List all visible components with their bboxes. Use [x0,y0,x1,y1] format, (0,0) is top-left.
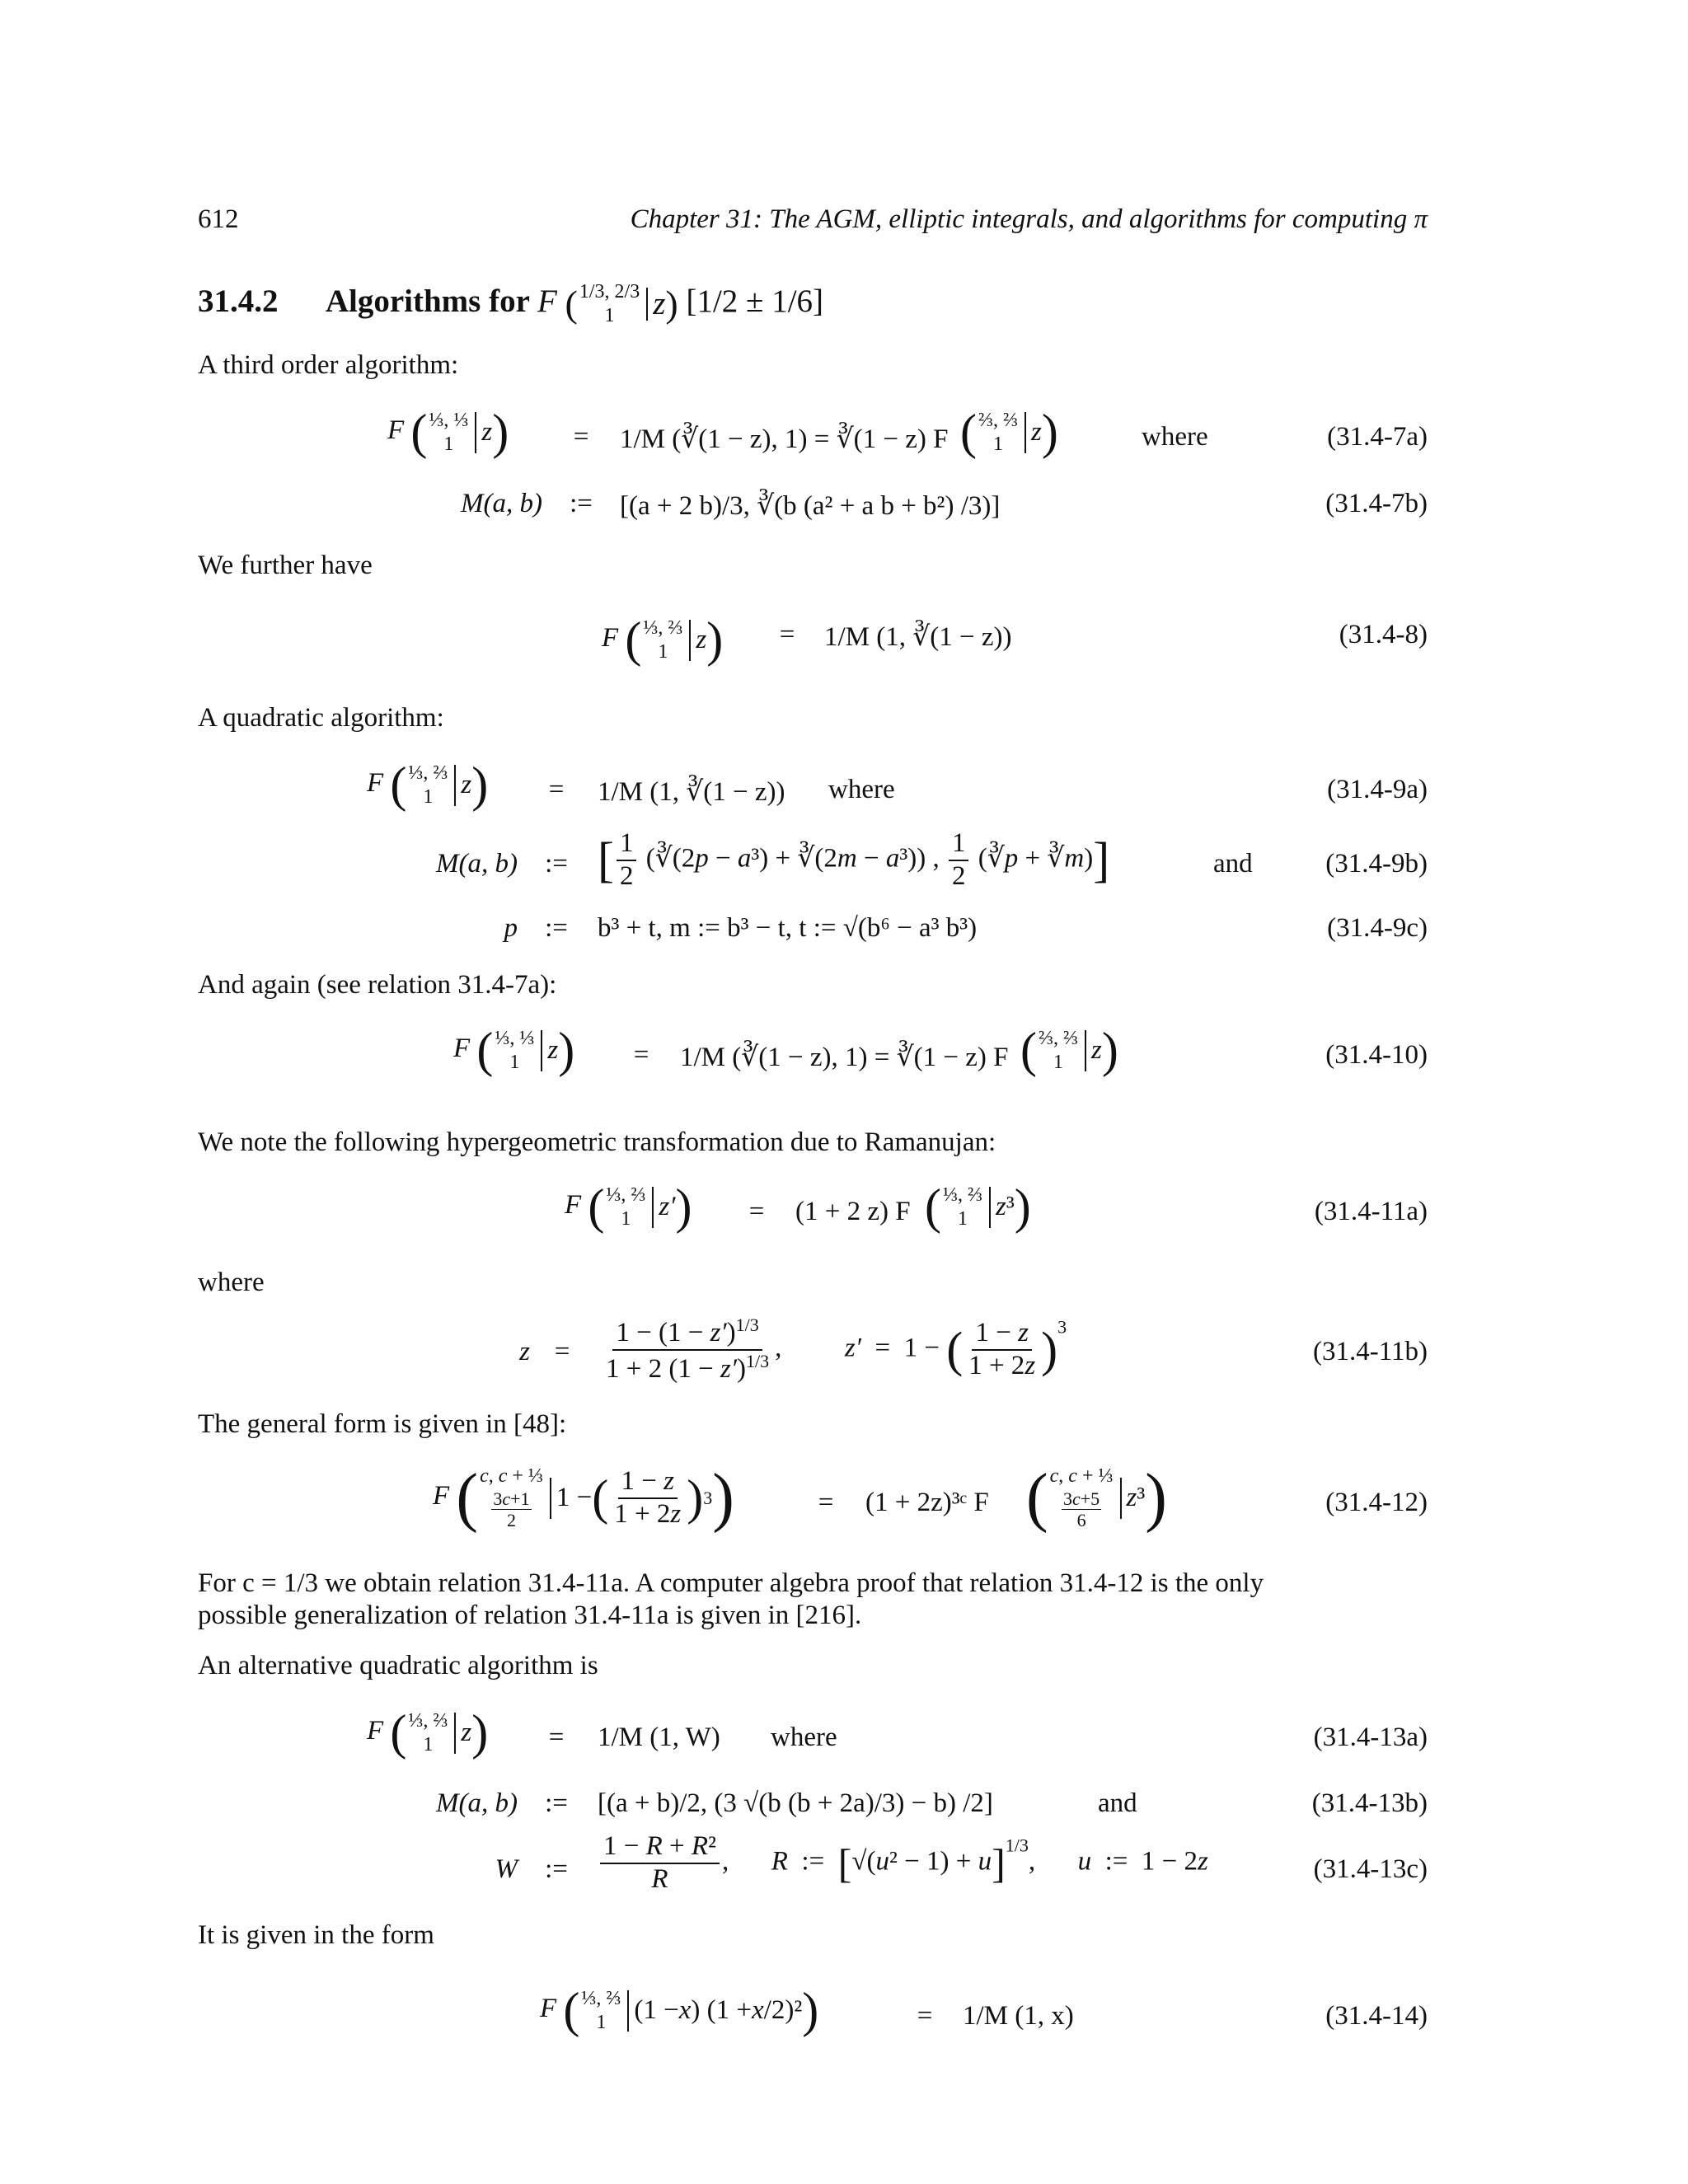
equation-31-4-13c-rhs: $\frac{\text{1 − R + R²}}{R}$ , R := $[√(u^2 - 1) + u]^{1/3}$, u := 1 − 2z [598,1831,1208,1896]
equation-31-4-8-lhs: F ( ⅓, ⅔ 1 z ) [602,612,724,667]
equation-number: (31.4-14) [1325,2001,1428,2031]
equation-number: (31.4-9a) [1327,775,1428,804]
equation-31-4-9a-lhs: F ( ⅓, ⅔ 1 z ) [367,757,489,812]
equation-31-4-10-lhs: F ( ⅓, ⅓ 1 z ) [453,1023,575,1077]
paragraph: The general form is given in [48]: [198,1409,567,1439]
page-number: 612 [198,204,239,234]
section-title-math: F ( 1/3, 2/3 1 z ) [537,281,678,326]
equation-number: (31.4-13a) [1313,1722,1428,1752]
equation-31-4-7a-rhs: 1/M (∛(1 − z), 1) = ∛(1 − z) F [620,424,949,454]
equation-number: (31.4-7a) [1327,422,1428,452]
equation-tail: where [828,775,895,804]
equation-31-4-11a-rhs: (1 + 2 z) F [795,1197,911,1226]
paragraph: For c = 1/3 we obtain relation 31.4-11a. A computer algebra proof that relation 31.4-12 is the only [198,1568,1264,1598]
paragraph: We further have [198,551,373,580]
equation-31-4-11a-hyp: ( ⅓, ⅔ 1 z ³ ) [925,1179,1031,1234]
equation-31-4-10-hyp: ( ⅔, ⅔ 1 z ) [1020,1023,1118,1077]
equation-31-4-10-rhs: 1/M (∛(1 − z), 1) = ∛(1 − z) F [680,1043,1009,1072]
equation-31-4-13b-lhs: M(a, b) [436,1788,518,1818]
equation-31-4-7a-lhs: F ( ⅓, ⅓ 1 z ) [387,405,509,459]
equation-31-4-8-rhs: 1/M (1, ∛(1 − z)) [824,622,1012,652]
relation-defined: := [545,849,568,879]
equation-tail: and [1098,1788,1137,1818]
relation-defined: := [545,1788,568,1818]
equation-31-4-13a-rhs: 1/M (1, W) [598,1722,720,1752]
equation-number: (31.4-8) [1339,620,1428,649]
equation-number: (31.4-7b) [1325,489,1428,518]
relation-equals: = [554,1337,570,1366]
equation-31-4-7b-lhs: M(a, b) [461,489,542,518]
paragraph: A quadratic algorithm: [198,703,444,733]
equation-31-4-9b-lhs: M(a, b) [436,849,518,879]
section-heading [198,280,823,328]
running-title: Chapter 31: The AGM, elliptic integrals, and algorithms for computing π [630,204,1428,234]
paragraph: A third order algorithm: [198,350,459,380]
relation-equals: = [548,1722,565,1752]
relation-equals: = [548,775,565,804]
equation-31-4-7a-hyp: ( ⅔, ⅔ 1 z ) [960,405,1058,459]
equation-number: (31.4-13b) [1311,1788,1428,1818]
section-number: 31.4.2 [198,283,279,319]
relation-equals: = [633,1040,649,1070]
equation-number: (31.4-10) [1325,1040,1428,1070]
equation-number: (31.4-13c) [1313,1854,1428,1884]
equation-31-4-12-rhs: (1 + 2z)³ᶜ F [865,1488,989,1517]
equation-number: (31.4-12) [1325,1488,1428,1517]
equation-31-4-11b-lhs: z [519,1337,530,1366]
equation-tail: where [1142,422,1208,452]
equation-31-4-14-rhs: 1/M (1, x) [963,2001,1074,2031]
relation-equals: = [917,2001,933,2031]
equation-number: (31.4-11a) [1314,1197,1428,1226]
equation-number: (31.4-9c) [1327,913,1428,943]
equation-31-4-12-hyp: ( c, c + ⅓ $\frac{3c+5}{6}$ z ³ ) [1026,1461,1167,1534]
equation-31-4-11a-lhs: F ( ⅓, ⅔ 1 z′ ) [565,1179,692,1234]
equation-number: (31.4-9b) [1325,849,1428,879]
equation-31-4-13b-rhs: [(a + b)/2, (3 √(b (b + 2a)/3) − b) /2] [598,1788,993,1818]
equation-31-4-12-lhs: F ( c, c + ⅓ $\frac{3c+1}{2}$ 1 − ( $\frac{1 - z}{1 + 2z}$ ) 3 ) [433,1461,734,1534]
paragraph: where [198,1268,265,1297]
paragraph: An alternative quadratic algorithm is [198,1651,598,1680]
equation-tail: where [771,1722,837,1752]
equation-31-4-9c-lhs: p [504,913,518,943]
relation-defined: := [545,1854,568,1884]
section-title-suffix: [1/2 ± 1/6] [686,283,824,319]
equation-tail: and [1213,849,1253,879]
equation-31-4-9a-rhs: 1/M (1, ∛(1 − z)) [598,777,785,807]
paragraph: It is given in the form [198,1920,434,1950]
paragraph: We note the following hypergeometric transformation due to Ramanujan: [198,1127,996,1157]
relation-defined: := [545,913,568,943]
equation-31-4-11b-rhs: $\frac{1 - (1 - z')^{1/3}}{1 + 2 (1 - z')^{1/3}}$ , z′ = 1 − ( $\frac{1 - z}{1 + 2z}$ )$^3$ [606,1315,1067,1384]
paragraph: possible generalization of relation 31.4-11a is given in [216]. [198,1601,862,1630]
equation-31-4-13c-lhs: W [495,1854,518,1884]
equation-31-4-9b-rhs: [ $\frac{1}{2}$ (∛(2p − a³) + ∛(2m − a³)) , $\frac{1}{2}$ (∛p + ∛m)] [598,828,1110,891]
relation-equals: = [573,422,589,452]
relation-equals: = [818,1488,834,1517]
equation-31-4-7b-rhs: [(a + 2 b)/3, ∛(b (a² + a b + b²) /3)] [620,491,1001,521]
relation-equals: = [748,1197,765,1226]
equation-31-4-13a-lhs: F ( ⅓, ⅔ 1 z ) [367,1705,489,1760]
relation-equals: = [779,620,795,649]
relation-defined: := [570,489,593,518]
equation-number: (31.4-11b) [1313,1337,1428,1366]
section-title: Algorithms for [325,283,530,319]
equation-31-4-14-lhs: F ( ⅓, ⅔ 1 (1 − x ) (1 + x /2)² ) [540,1983,819,2037]
paragraph: And again (see relation 31.4-7a): [198,970,557,1000]
equation-31-4-9c-rhs: b³ + t, m := b³ − t, t := √(b⁶ − a³ b³) [598,913,978,943]
